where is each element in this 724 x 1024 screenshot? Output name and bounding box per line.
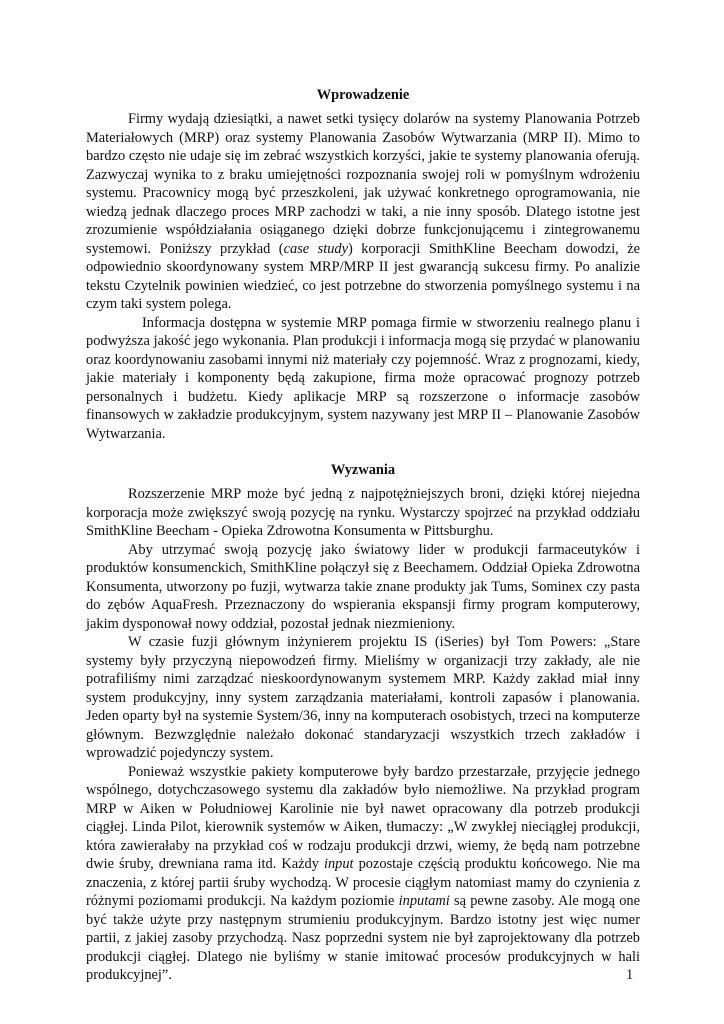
paragraph-text: są pewne zasoby. Ale mogą one być także użyte przy następnym strumieniu produkcyjnym. Bardzo istotny jest więc numer partii, z jakiej zasoby przychodzą. Nasz poprzedni system nie był zaprojektowany dla potrzeb produkcji ciągłej. Dlatego nie byliśmy w stanie imitować procesów produkcyjnych w hali produkcyjnej”. [86, 893, 640, 983]
challenges-paragraph-1: Rozszerzenie MRP może być jedną z najpotężniejszych broni, dzięki której niejedna korporacja może zwiększyć swoją pozycję na rynku. Wystarczy spojrzeć na przykład oddziału SmithKline Beecham - Opieka Zdrowotna Konsumenta w Pittsburghu. [86, 486, 640, 539]
italic-term: case study [283, 240, 349, 257]
document-page [86, 86, 640, 985]
page-number: 1 [626, 967, 634, 983]
challenges-paragraph-3: W czasie fuzji głównym inżynierem projektu IS (iSeries) był Tom Powers: „Stare systemy były przyczyną niepowodzeń firmy. Mieliśmy w organizacji trzy zakłady, ale nie potrafiliśmy nimi zarządzać nieskoordynowanym systemem MRP. Każdy zakład miał inny system produkcyjny, inny system zarządzania materiałami, kontroli zapasów i planowania. Jeden oparty był na systemie System/36, inny na komputerach osobistych, trzeci na komputerze głównym. Bezwzględnie należało dokonać standaryzacji wszystkich trzech zakładów i wprowadzić pojedynczy system. [86, 634, 640, 761]
intro-paragraph-1 [86, 110, 640, 314]
paragraph-text: pozostaje częścią produktu końcowego. Nie ma znaczenia, z której partii śruby wychodzą. W procesie ciągłym natomiast mamy do czynienia z różnymi poziomami produkcji. Na każdym poziomie [86, 856, 640, 909]
challenges-paragraph-4 [86, 763, 640, 985]
paragraph-text: ) korporacji SmithKline Beecham dowodzi, że odpowiednio skoordynowany system MRP/MRP II jest gwarancją sukcesu firmy. Po analizie tekstu Czytelnik powinien wiedzieć, co jest potrzebne do stworzenia pomyślnego systemu i na czym taki system polega. [86, 240, 641, 312]
challenges-paragraph-2: Aby utrzymać swoją pozycję jako światowy lider w produkcji farmaceutyków i produktów konsumenckich, SmithKline połączył się z Beechamem. Oddział Opieka Zdrowotna Konsumenta, utworzony po fuzji, wytwarza takie znane produkty jak Tums, Sominex czy pasta do zębów AquaFresh. Przeznaczony do wspierania ekspansji firmy program komputerowy, jakim dysponował nowy oddział, pozostał jednak niezmieniony. [86, 541, 640, 632]
paragraph-text: Firmy wydają dziesiątki, a nawet setki tysięcy dolarów na systemy Planowania Potrzeb Materiałowych (MRP) oraz systemy Planowania Zasobów Wytwarzania (MRP II). Mimo to bardzo często nie udaje się im zebrać wszystkich korzyści, jakie te systemy planowania oferują. Zazwyczaj wynika to z braku umiejętności rozpoznania swojej roli w pomyślnym wdrożeniu systemu. Pracownicy mogą być przeszkoleni, jak używać konkretnego oprogramowania, nie wiedzą jednak dlaczego proces MRP zachodzi w taki, a nie inny sposób. Dlatego istotne jest zrozumienie współdziałania osiąganego dzięki dobrze funkcjonującemu i zintegrowanemu systemowi. Poniższy przykład ( [86, 111, 640, 257]
section-heading-challenges: Wyzwania [330, 462, 396, 478]
intro-paragraph-2: Informacja dostępna w systemie MRP pomaga firmie w stworzeniu realnego planu i podwyższa jakość jego wykonania. Plan produkcji i informacja mogą się przydać w planowaniu oraz koordynowaniu zasobami innymi niż materiały czy pojemność. Wraz z prognozami, kiedy, jakie materiały i komponenty będą zakupione, firma może opracować prognozy potrzeb personalnych i budżetu. Kiedy aplikacje MRP są rozszerzone o informacje zasobów finansowych w zakładzie produkcyjnym, system nazywany jest MRP II – Planowanie Zasobów Wytwarzania. [86, 314, 640, 442]
italic-term: input [323, 856, 354, 872]
paragraph-text: Ponieważ wszystkie pakiety komputerowe były bardzo przestarzałe, przyjęcie jednego wspólnego, dotychczasowego systemu dla zakładów było niemożliwe. Na przykład program MRP w Aiken w Południowej Karolinie nie był nawet opracowany dla potrzeb produkcji ciągłej. Linda Pilot, kierownik systemów w Aiken, tłumaczy: „W zwykłej nieciągłej produkcji, która zawierałaby na przykład coś w rodzaju produkcji drzwi, wiemy, że będą nam potrzebne dwie śruby, drewniana rama itd. Każdy [86, 763, 640, 872]
italic-term: inputami [398, 893, 450, 909]
section-heading-introduction: Wprowadzenie [316, 87, 410, 103]
